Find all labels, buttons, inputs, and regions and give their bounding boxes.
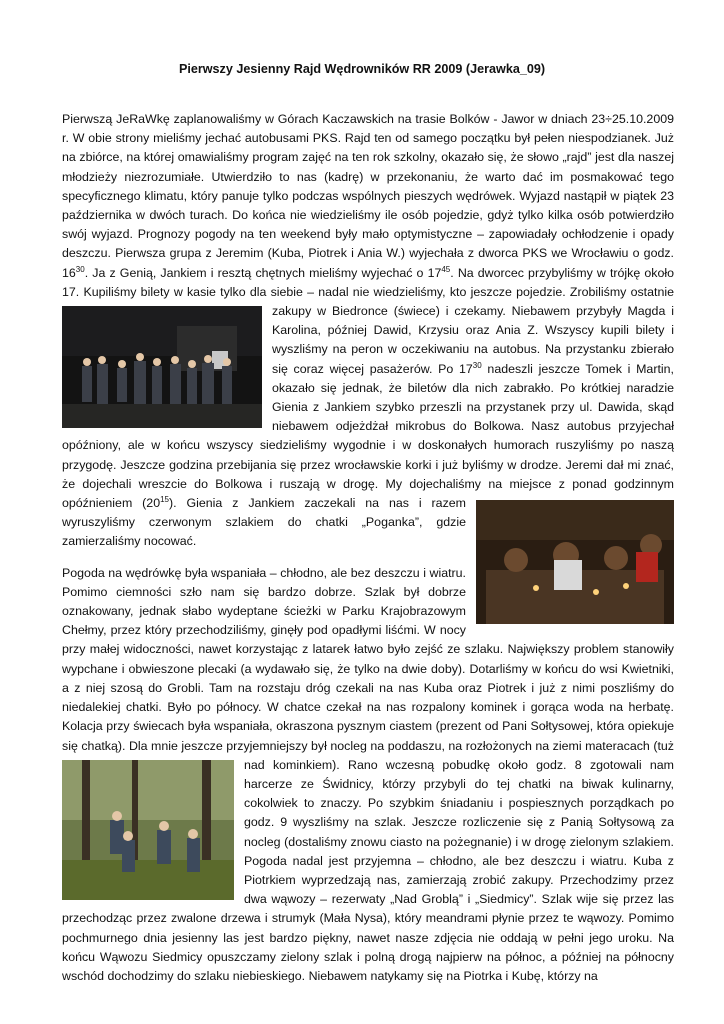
forest-hikers-photo-graphic xyxy=(62,760,234,900)
paragraph-2-start: Pogoda na wędrówkę była wspaniała – chłodno, ale bez deszczu i wiatru. Pomimo ciemności szło nam się bardzo dobrze. Szlak był dobrze oznakowany, jednak słabo wydeptane ścieżki w Parku Krajobrazowym Chełmy, przez który przechodziliśmy, ginęły pod opadłymi liśćmi. W nocy przy małej widoczności, nawet korzystając z latarek łatwo było zejść ze szlaku. Największy problem stanowiły wypchane i obwieszone plecaki (a wydawało się, że tylko na dwie doby). Dotarliśmy w końcu do wsi Kwietniki, a z niej szosą do Grobli. Tam na rozstaju dróg czekali na nas Kuba oraz Piotrek i już z nimi poszliśmy do niedalekiej chatki. Było po północy. W chatce czekał na nas rozpalony kominek i gorąca woda na herbatę. Kolacja przy świecach była wspaniała, okraszona pysznym ciastem (prezent od Pani Sołtysowej, która opiekuje się chatką). Dla mnie jeszcze przyjemniejszy był nocleg na poddaszu, na rozłożonych xyxy=(62,565,674,753)
time-superscript: 45 xyxy=(441,264,451,274)
group-night-photo-graphic xyxy=(62,306,262,428)
document-flow xyxy=(62,110,674,986)
forest-hikers-photo xyxy=(62,760,234,900)
flow-seg3-start: . Na dworcec przybyliśmy w trójkę około 17. Kupiliśmy bilety w kasie tylko dla siebie – nadal nie wiedzieliśmy, kto jeszcze pojedzie. Zrobiliśmy ostatnie xyxy=(62,265,675,299)
flow-seg2: . Ja z Genią, Jankiem i resztą chętnych mieliśmy wyjechać o 17 xyxy=(84,265,442,280)
time-superscript: 30 xyxy=(75,264,85,274)
flow-seg4-start: nadeszli jeszcze Tomek i Martin, okazało się jednak, że biletów dla nich zabrakło. Po krótkiej naradzie Gienia z Jankiem szybko przeszli na przystanek przy ul. Dawida, skąd niebawem odjeżdżał mikrobus do Bolkowa. Nasz autobus przyjechał opóźniony, ale w końcu wszyscy siedzieliśmy wygodnie i w doskonałych humorach ruszyliśmy po naszą przygodę. Jeszcze godzina przebijania się przez wrocławskie korki i już byliśmy w drodze. Jeremi dał mi znać, że dojechali wreszcie do Bolkowa i ruszają w drogę. My dojechaliśmy na miejsce z ponad godzinnym xyxy=(62,361,674,491)
paragraph-1-flow xyxy=(62,110,674,552)
flow-seg1: Pierwszą JeRaWkę zaplanowaliśmy w Górach Kaczawskich na trasie Bolków - Jawor w dniach 23÷25.10.2009 r. W obie strony mieliśmy jechać autobusami PKS. Rajd ten od samego początku był pełen niespodzianek. Już na zbiórce, na której omawialiśmy program zajęć na ten rok szkolny, okazało się, że słowo „rajd” jest dla naszej młodzieży niezrozumiałe. Utwierdziło to nas (kadrę) w przekonaniu, że warto dać im posmakować tego specyficznego klimatu, który panuje tylko podczas wspólnych pieszych wędrówek. Wyjazd nastąpił w piątek 23 października w dwóch turach. Do końca nie wiedzieliśmy ile osób pojedzie, gdyż tylko kilka osób potwierdziło swój wyjazd. Prognozy pogody na ten weekend były mało optymistyczne – zapowiadały ochłodzenie i opady deszczu. Pierwsza grupa z Jeremim (Kuba, Piotrek i Ania W.) wyjechała z dworca PKS we Wrocławiu o godz. 16 xyxy=(62,112,674,280)
chatka-interior-photo-graphic xyxy=(476,500,674,624)
time-superscript: 30 xyxy=(472,360,482,370)
flow-seg5: ). Gienia z Jankiem zaczekali na nas i razem wyruszyliśmy czerwonym szlakiem do chatki „Poganka”, gdzie zamierzaliśmy nocować. xyxy=(62,496,466,549)
document-title: Pierwszy Jesienny Rajd Wędrowników RR 2009 (Jerawka_09) xyxy=(178,62,546,76)
chatka-interior-photo xyxy=(476,500,674,624)
group-night-photo xyxy=(62,306,262,428)
paragraph-2 xyxy=(62,564,674,986)
flow-seg4-rest: opóźnieniem (20 xyxy=(62,496,161,511)
time-superscript: 15 xyxy=(160,494,169,504)
paragraph-2-rest: na ziemi materacach (tuż nad kominkiem). Rano wczesną pobudkę około godz. 8 zgotowali nam harcerze ze Świdnicy, którzy przybyli do tej chatki na biwak kulinarny, cokolwiek to znaczy. Po szybkim śniadaniu i pospiesznych porządkach po godz. 9 wyszliśmy na szlak. Jeszcze rozliczenie się z Panią Sołtysową za nocleg (dostaliśmy znowu ciasto na pożegnanie) i w drogę zielonym szlakiem. Pogoda nadal jest przyjemna – chłodno, ale bez deszczu i wiatru. Kuba z Piotrkiem wyprzedzają nas, zamierzają zrobić zakupy. Przechodzimy przez dwa wąwozy – rezerwaty „Nad Groblą” i „Siedmicy”. Szlak wije się przez las przechodząc przez zwalone drzewa i strumyk (Mała Nysa), który meandrami płynie przez te wąwozy. Pomimo pochmurnego dnia jesienny las jest bardzo piękny, nawet nasze zdjęcia nie oddają w pełni jego uroku. Na końcu Wąwozu Siedmicy opuszczamy zielony szlak i polną drogą najpierw na północ, a później na północny wschód dochodzimy do szlaku niebieskiego. Niebawem natykamy się na Piotrka i Kubę, którzy na xyxy=(62,738,674,983)
flow-seg3-rest: zakupy w Biedronce (świece) i czekamy. Niebawem przybyły Magda i Karolina, później Dawid, Krzysiu oraz Ania Z. Wszyscy kupili bilety i wyszliśmy na peron w oczekiwaniu na autobus. Na przystanku zbierało się coraz więcej pasażerów. Po 17 xyxy=(272,304,674,376)
